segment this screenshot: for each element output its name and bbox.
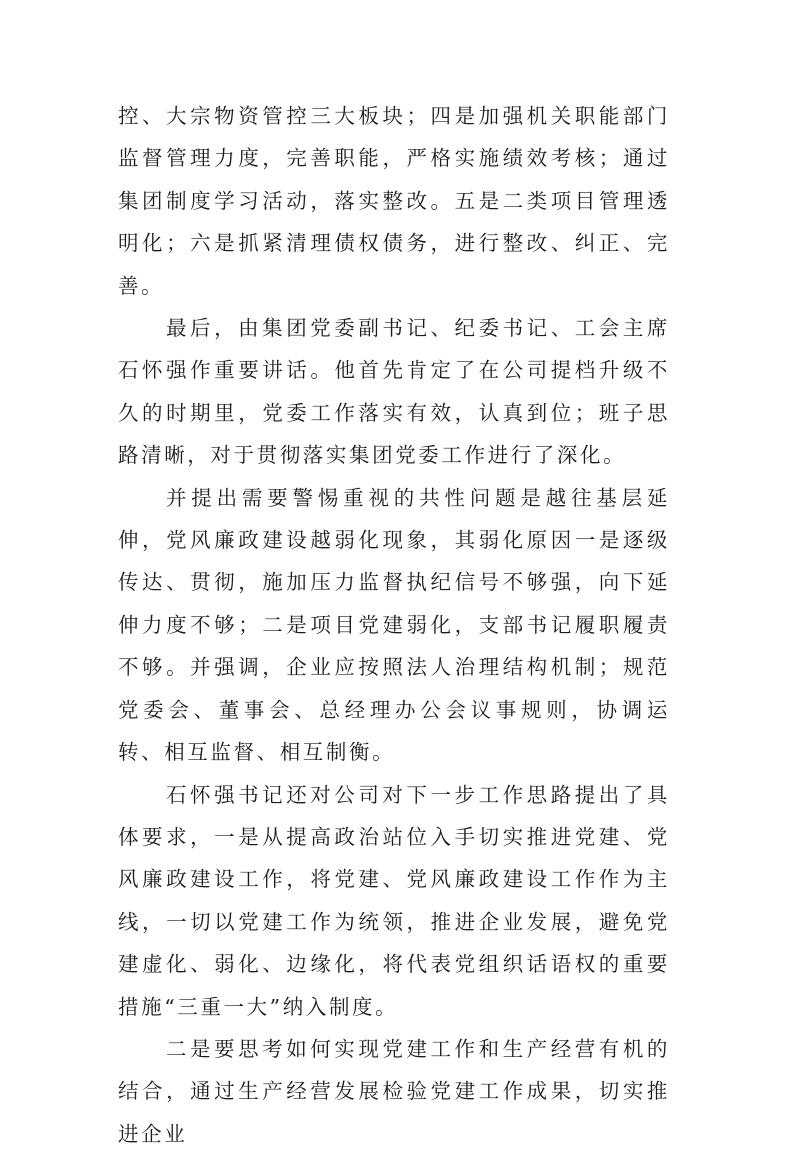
paragraph-continuation: 控、大宗物资管控三大板块；四是加强机关职能部门监督管理力度，完善职能，严格实施绩效考核；通过集团制度学习活动，落实整改。五是二类项目管理透明化；六是抓紧清理债权债务，进行整改、纠正、完善。 [118, 104, 670, 298]
body-text [118, 95, 670, 1155]
paragraph-requirement-one: 石怀强书记还对公司对下一步工作思路提出了具体要求，一是从提高政治站位入手切实推进党建、党风廉政建设工作，将党建、党风廉政建设工作作为主线，一切以党建工作为统领，推进企业发展，避免党建虚化、弱化、边缘化，将代表党组织话语权的重要措施“三重一大”纳入制度。 [118, 782, 670, 1019]
paragraph-speech-opening: 最后，由集团党委副书记、纪委书记、工会主席石怀强作重要讲话。他首先肯定了在公司提档升级不久的时期里，党委工作落实有效，认真到位；班子思路清晰，对于贯彻落实集团党委工作进行了深化。 [118, 316, 670, 468]
paragraph-requirement-two: 二是要思考如何实现党建工作和生产经营有机的结合，通过生产经营发展检验党建工作成果，切实推进企业 [118, 1036, 670, 1146]
paragraph-common-problems: 并提出需要警惕重视的共性问题是越往基层延伸，党风廉政建设越弱化现象，其弱化原因一是逐级传达、贯彻，施加压力监督执纪信号不够强，向下延伸力度不够；二是项目党建弱化，支部书记履职履责不够。并强调，企业应按照法人治理结构机制；规范党委会、董事会、总经理办公会议事规则，协调运转、相互监督、相互制衡。 [118, 485, 670, 765]
